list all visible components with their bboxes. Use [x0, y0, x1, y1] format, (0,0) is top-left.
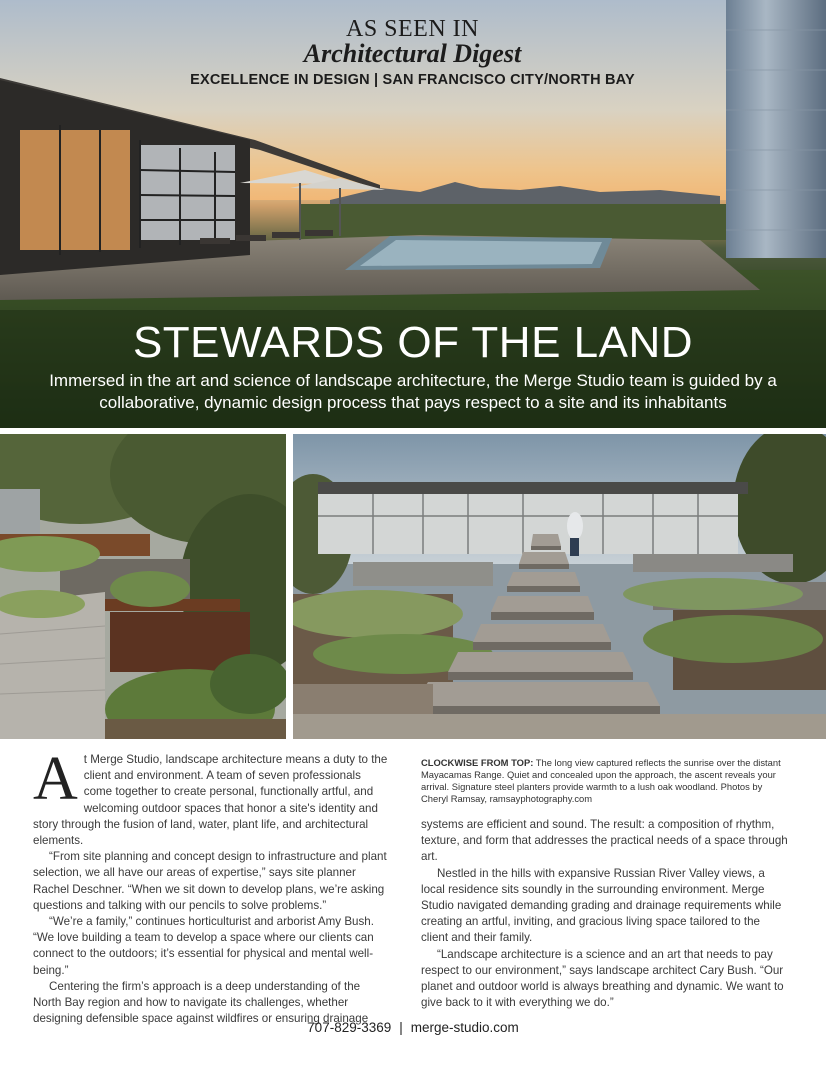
planters-photo — [0, 434, 286, 739]
award-line: EXCELLENCE IN DESIGN | SAN FRANCISCO CITY/NORTH BAY — [190, 72, 635, 88]
article-body-left — [33, 745, 390, 1027]
article-title: STEWARDS OF THE LAND — [132, 318, 694, 367]
caption-text: The long view captured reflects the sunrise over the distant Mayacamas Range. Quiet and concealed upon the approach, the ascent reveals your arrival. Signature steel planters provide warmth to a lush oak woodland. Photos by Cheryl Ramsay, ramsayphotography.com — [421, 757, 781, 804]
phone-number: 707-829-3369 — [307, 1020, 392, 1035]
paragraph-5: systems are efficient and sound. The result: a composition of rhythm, texture, and form that addresses the practical needs of a space through art. — [421, 818, 788, 864]
paragraph-1-text: t Merge Studio, landscape architecture means a duty to the client and environment. A team of seven professionals come together to create personal, functionally artful, and welcoming outdoor spaces that honor a site's identity and story through the fusion of land, water, plant life, and architectural elements. — [33, 753, 388, 848]
footer-separator: | — [399, 1020, 403, 1035]
paragraph-3: “We’re a family,” continues horticulturist and arborist Amy Bush. “We love building a team to develop a space where our clients can connect to the outdoors; it’s essential for physical and mental well-being.” — [33, 915, 374, 977]
contact-footer — [0, 1020, 826, 1035]
as-seen-in-label: AS SEEN IN — [345, 16, 479, 42]
magazine-name: Architectural Digest — [303, 39, 522, 68]
planters-illustration — [0, 434, 286, 739]
steps-illustration — [293, 434, 826, 739]
drop-cap: A — [33, 745, 78, 813]
paragraph-7: “Landscape architecture is a science and an art that needs to pay respect to our environment,” says landscape architect Cary Bush. “Our planet and outdoor world is always breathing and dynamic. We want to give back to it with everything we do.” — [421, 947, 784, 1010]
hero-photo — [0, 0, 826, 428]
website-link[interactable]: merge-studio.com — [410, 1020, 519, 1035]
photo-caption — [421, 757, 789, 805]
paragraph-4: Centering the firm’s approach is a deep understanding of the North Bay region and how to navigate its challenges, whether designing defensible space against wildfires or ensuring drainage — [33, 979, 369, 1026]
paragraph-2: “From site planning and concept design to infrastructure and plant selection, we all have our areas of expertise,” says site planner Rachel Deschner. “When we sit down to develop plans, we’re asking questions and talking with our pencils to solve problems.” — [33, 850, 387, 912]
article-subtitle: Immersed in the art and science of landscape architecture, the Merge Studio team is guided by a collaborative, dynamic design process that pays respect to a site and its inhabitants — [49, 371, 777, 412]
caption-label: CLOCKWISE FROM TOP: — [421, 757, 534, 768]
article-body-right — [421, 817, 789, 1011]
paragraph-1 — [33, 745, 390, 849]
paragraph-6: Nestled in the hills with expansive Russian River Valley views, a local residence sits soundly in the surrounding environment. Merge Studio navigated demanding grading and drainage requirements while creating an artful, inviting, and gracious living space tailored to the client and their family. — [421, 866, 782, 945]
steps-photo — [293, 434, 826, 739]
